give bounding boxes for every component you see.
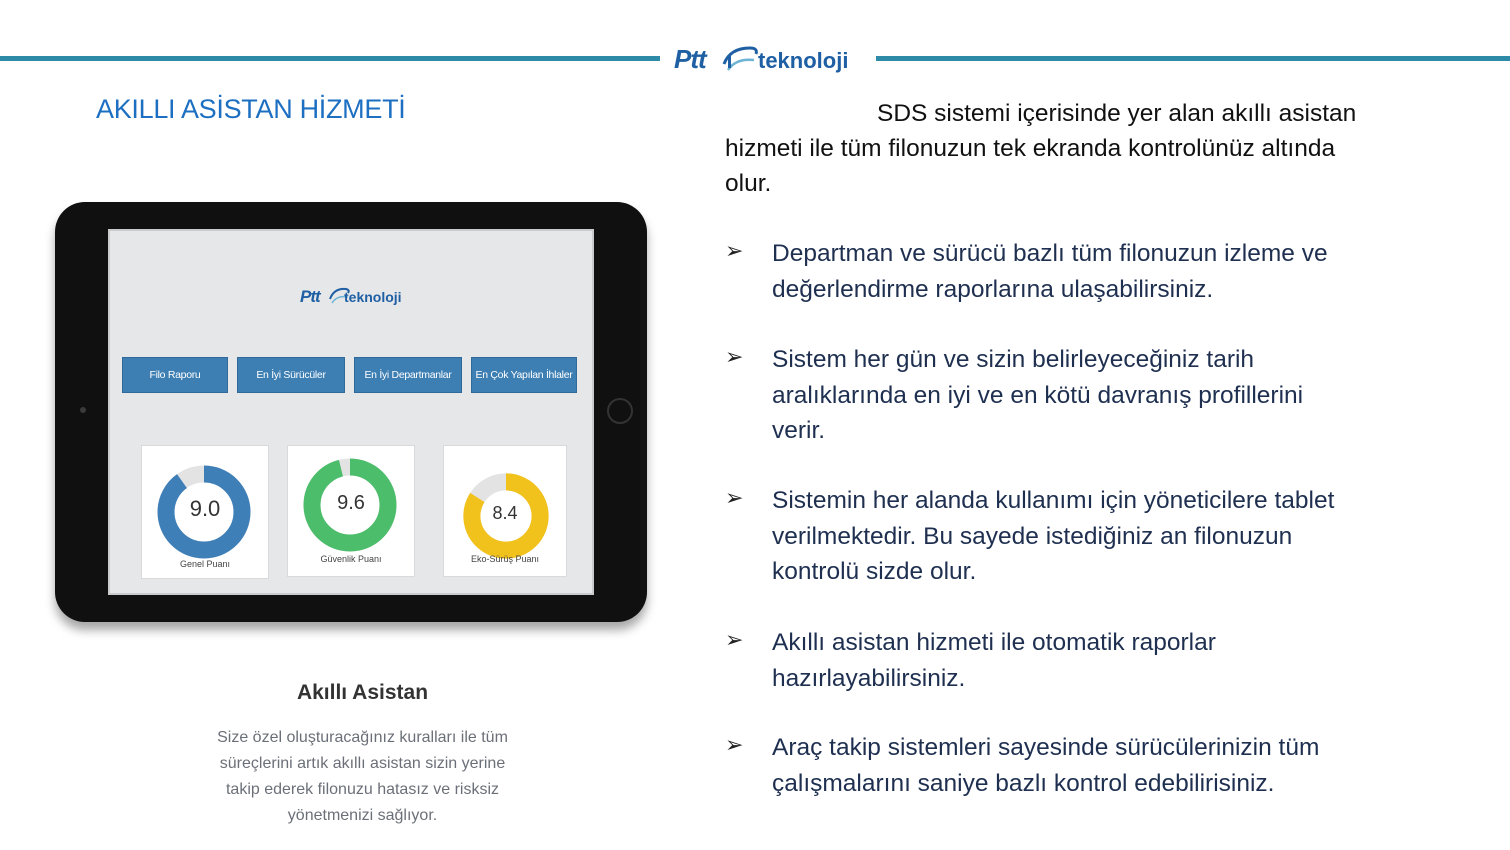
eko-surus-puani-card — [443, 445, 567, 577]
intro-line: hizmeti ile tüm filonuzun tek ekranda kontrolünüz altında — [725, 135, 1336, 162]
caption-line: takip ederek filonuzu hatasız ve risksiz — [225, 781, 499, 798]
arrow-bullet-icon: ➢ — [725, 238, 744, 263]
guvenlik-puani-card — [287, 445, 415, 577]
header-rule-right — [876, 56, 1510, 61]
en-iyi-departmanlar-button[interactable]: En İyi Departmanlar — [354, 357, 462, 393]
intro-line: SDS sistemi içerisinde yer alan akıllı asistan — [877, 100, 1357, 127]
caption-text — [170, 725, 555, 829]
bullet-line: Araç takip sistemleri sayesinde sürücülerinizin tüm — [772, 734, 1320, 761]
bullet-line: kontrolü sizde olur. — [772, 558, 977, 585]
tablet-home-button — [607, 398, 633, 424]
logo-ptt-text: Ptt — [674, 44, 706, 74]
caption-line: Size özel oluşturacağınız kuralları ile tüm — [217, 729, 508, 746]
guvenlik-puani-label: Güvenlik Puanı — [320, 554, 382, 564]
bullet-text — [772, 342, 1472, 449]
en-iyi-suruculer-button[interactable]: En İyi Sürücüler — [237, 357, 345, 393]
arrow-bullet-icon: ➢ — [725, 344, 744, 369]
tablet-screen — [108, 229, 594, 595]
bullet-line: değerlendirme raporlarına ulaşabilirsiniz. — [772, 275, 1214, 303]
filo-raporu-button[interactable]: Filo Raporu — [122, 357, 228, 393]
intro-paragraph — [725, 96, 1465, 201]
tablet-logo — [300, 283, 420, 313]
tablet-logo-ptt: Ptt — [300, 287, 320, 306]
header-rule-left — [0, 56, 660, 61]
bullet-line: Sistemin her alanda kullanımı için yöneticilere tablet — [772, 487, 1335, 514]
bullet-text — [772, 730, 1472, 801]
genel-puani-label: Genel Puanı — [179, 559, 231, 569]
tablet-mockup — [55, 202, 647, 622]
eko-surus-puani-value: 8.4 — [492, 503, 518, 523]
bullet-text — [772, 483, 1472, 590]
eko-surus-puani-label: Eko-Sürüş Puanı — [470, 554, 540, 564]
arrow-bullet-icon: ➢ — [725, 485, 744, 510]
bullet-text — [772, 625, 1472, 696]
intro-line: olur. — [725, 170, 772, 197]
en-cok-yapilan-ihlaler-button[interactable]: En Çok Yapılan İhlaler — [471, 357, 577, 393]
bullet-line: Sistem her gün ve sizin belirleyeceğiniz tarih — [772, 346, 1255, 373]
genel-puani-card — [141, 445, 269, 579]
tablet-logo-teknoloji: teknoloji — [344, 289, 402, 305]
logo-swoosh-icon — [720, 42, 760, 76]
slide-title: AKILLI ASİSTAN HİZMETİ — [96, 94, 406, 124]
caption-title: Akıllı Asistan — [296, 681, 429, 704]
arrow-bullet-icon: ➢ — [725, 627, 744, 652]
bullet-text — [772, 236, 1472, 307]
bullet-line: aralıklarında en iyi ve en kötü davranış profillerini — [772, 381, 1304, 409]
bullet-line: çalışmalarını saniye bazlı kontrol edebilirisiniz. — [772, 769, 1275, 797]
arrow-bullet-icon: ➢ — [725, 732, 744, 757]
caption-line: yönetmenizi sağlıyor. — [287, 807, 438, 824]
genel-puani-value: 9.0 — [189, 496, 221, 521]
caption-line: süreçlerini artık akıllı asistan sizin yerine — [219, 755, 506, 772]
bullet-line: hazırlayabilirsiniz. — [772, 664, 966, 692]
logo-teknoloji-text: teknoloji — [758, 48, 849, 73]
bullet-line: verilmektedir. Bu sayede istediğiniz an filonuzun — [772, 522, 1293, 550]
tablet-camera — [80, 407, 86, 413]
bullet-line: Akıllı asistan hizmeti ile otomatik raporlar — [772, 629, 1216, 656]
bullet-line: Departman ve sürücü bazlı tüm filonuzun izleme ve — [772, 240, 1328, 267]
bullet-line: verir. — [772, 417, 826, 444]
ptt-teknoloji-logo — [672, 42, 868, 78]
guvenlik-puani-value: 9.6 — [337, 492, 365, 514]
